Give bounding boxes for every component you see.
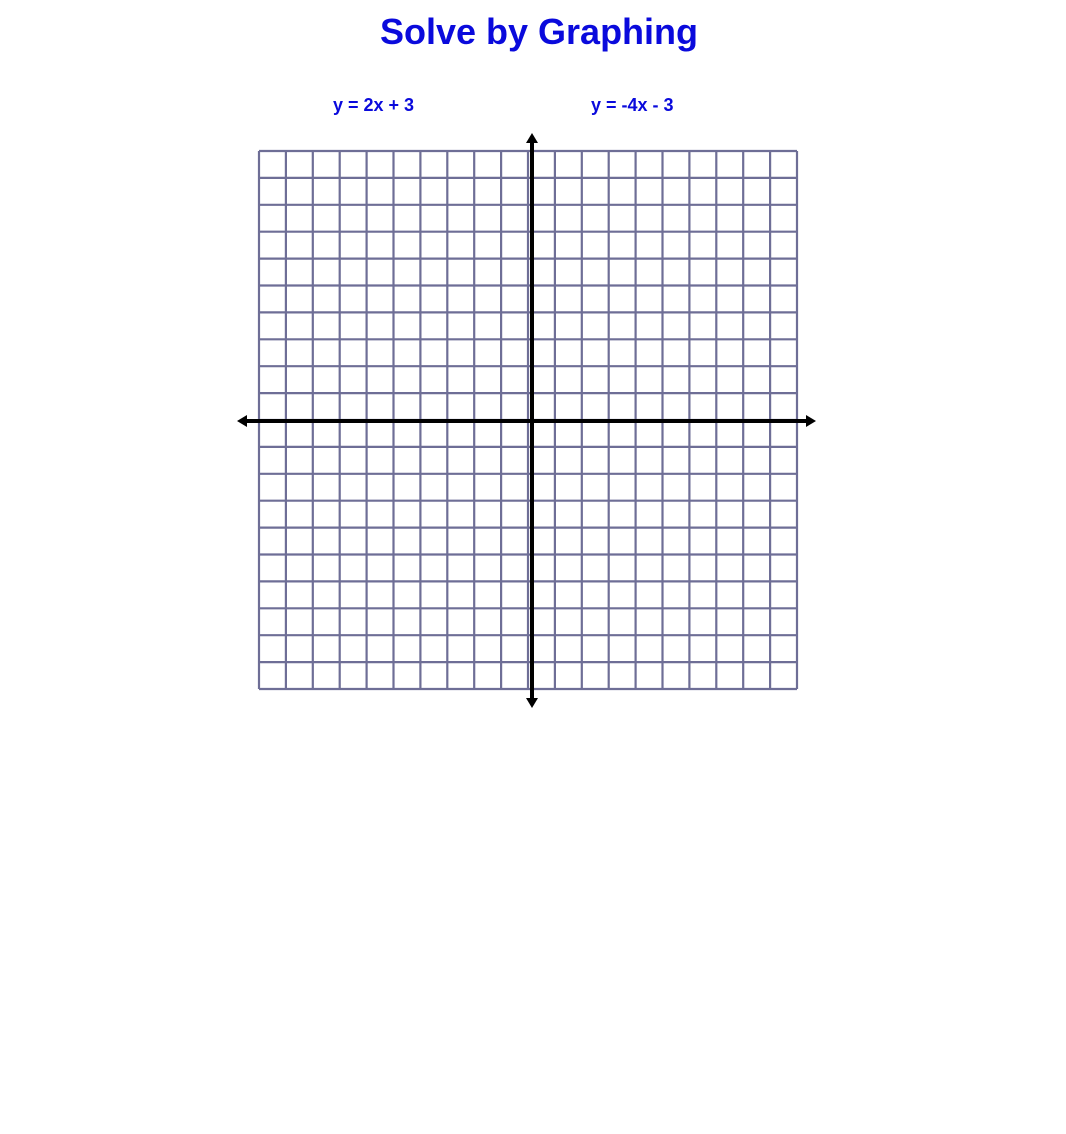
x-axis-right-arrow bbox=[806, 415, 816, 427]
equation-2-label: y = -4x - 3 bbox=[591, 95, 674, 115]
y-axis-down-arrow bbox=[526, 698, 538, 708]
x-axis-left-arrow bbox=[237, 415, 247, 427]
y-axis-up-arrow bbox=[526, 133, 538, 143]
page-title: Solve by Graphing bbox=[379, 11, 699, 52]
equation-1-label: y = 2x + 3 bbox=[333, 95, 415, 115]
axes bbox=[237, 133, 816, 708]
